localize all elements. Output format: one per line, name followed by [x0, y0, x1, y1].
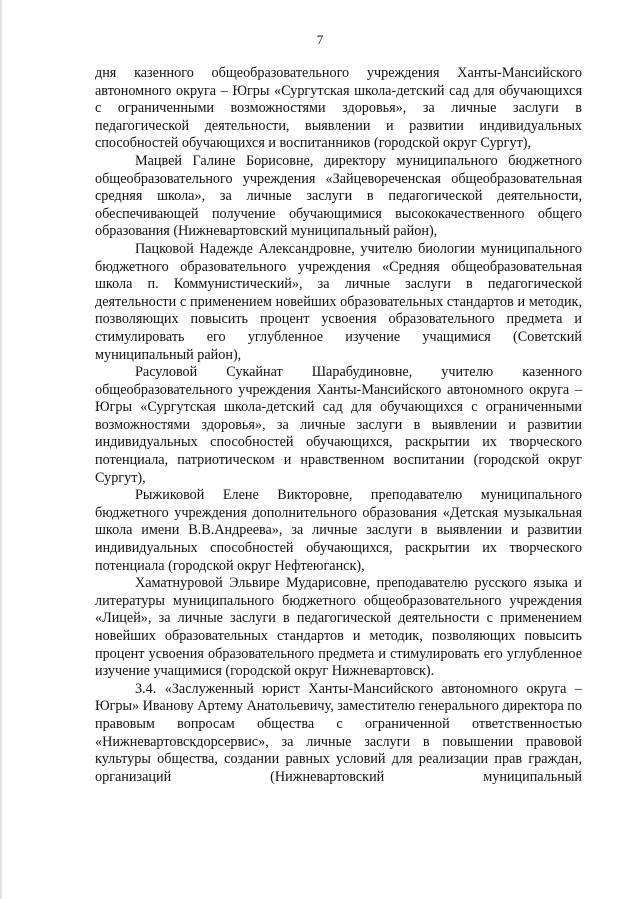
paragraph-continuation: дня казенного общеобразовательного учреждения Ханты-Мансийского автономного округа – Югры «Сургутская школа-детский сад для обучающихся с ограниченными возможностями здоровья», за личные заслуги в педагогической деятельности, выявлении и развитии индивидуальных способностей обучающихся и воспитанников (городской округ Сургут), — [95, 65, 582, 152]
paragraph-section-3-4: 3.4. «Заслуженный юрист Ханты-Мансийского автономного округа – Югры» Иванову Артему Анатольевичу, заместителю генерального директора по правовым вопросам общества с ограниченной ответственностью «Нижневартовскдорсервис», за личные заслуги в повышении правовой культуры общества, создании равных условий для реализации прав граждан, организаций (Нижневартовский муниципальный — [95, 680, 582, 785]
page-number: 7 — [316, 32, 324, 47]
document-body — [95, 65, 582, 786]
paragraph-ryzhikova: Рыжиковой Елене Викторовне, преподавателю муниципального бюджетного учреждения дополнительного образования «Детская музыкальная школа имени В.В.Андреева», за личные заслуги в выявлении и развитии индивидуальных способностей обучающихся, раскрытии их творческого потенциала (городской округ Нефтеюганск), — [95, 487, 582, 574]
paragraph-matsvey: Мацвей Галине Борисовне, директору муниципального бюджетного общеобразовательного учреждения «Зайцевореченская общеобразовательная средняя школа», за личные заслуги в педагогической деятельности, обеспечивающей получение обучающимися высококачественного общего образования (Нижневартовский муниципальный район), — [95, 152, 582, 240]
paragraph-patskova: Пацковой Надежде Александровне, учителю биологии муниципального бюджетного образовательного учреждения «Средняя общеобразовательная школа п. Коммунистический», за личные заслуги в педагогической деятельности с применением новейших образовательных стандартов и методик, позволяющих повысить процент усвоения образовательного предмета и стимулировать его углубленное изучение учащимися (Советский муниципальный район), — [95, 240, 582, 363]
paragraph-rasulova: Расуловой Сукайнат Шарабудиновне, учителю казенного общеобразовательного учреждения Ханты-Мансийского автономного округа – Югры «Сургутская школа-детский сад для обучающихся с ограниченными возможностями здоровья», за личные заслуги в выявлении и развитии индивидуальных способностей обучающихся, раскрытии их творческого потенциала, патриотическом и нравственном воспитании (городской округ Сургут), — [95, 364, 582, 486]
scan-edge — [0, 0, 3, 899]
paragraph-khamatnurova: Хаматнуровой Эльвире Мударисовне, преподавателю русского языка и литературы муниципального бюджетного общеобразовательного учреждения «Лицей», за личные заслуги в педагогической деятельности с применением новейших образовательных стандартов и методик, позволяющих повысить процент усвоения образовательного предмета и стимулировать его углубленное изучение учащимися (городской округ Нижневартовск). — [95, 575, 582, 680]
